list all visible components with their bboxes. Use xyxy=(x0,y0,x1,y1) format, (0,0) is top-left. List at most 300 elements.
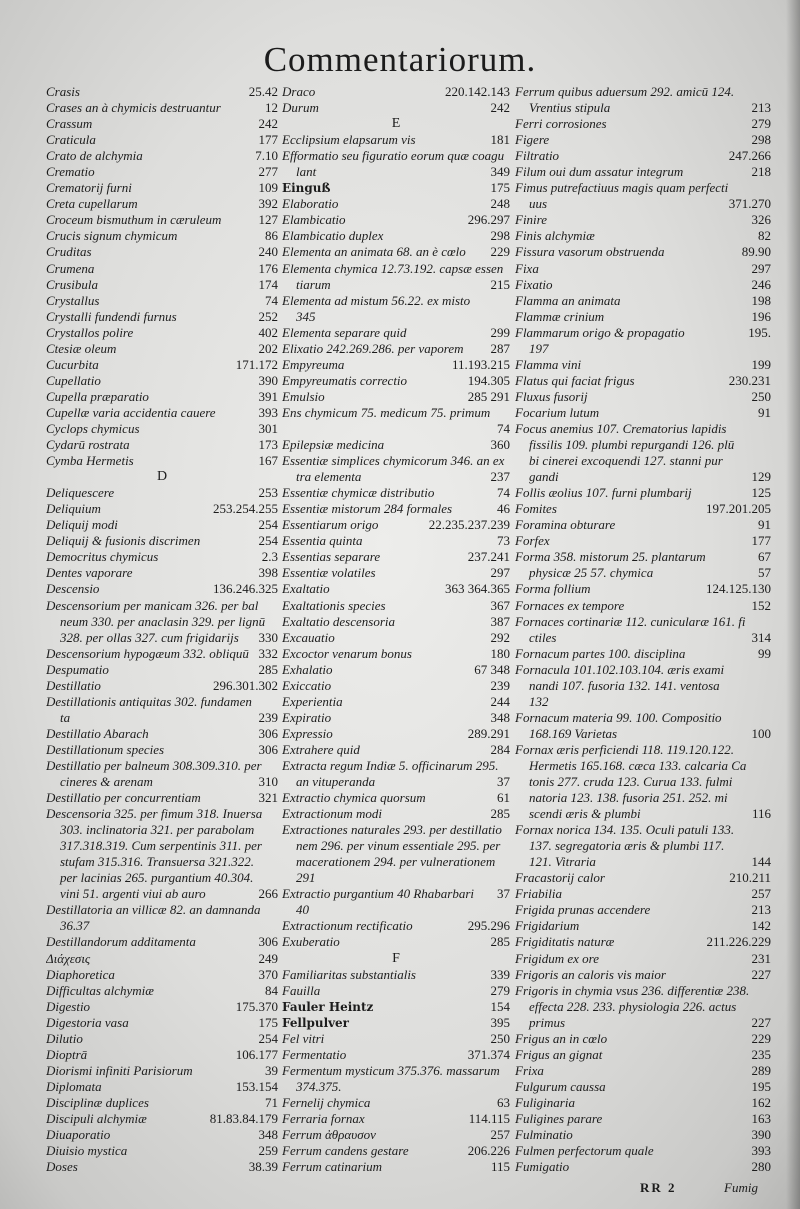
index-line xyxy=(282,1063,510,1079)
index-line xyxy=(282,662,510,678)
index-line xyxy=(282,614,510,630)
index-page-ref: 175 xyxy=(490,180,510,196)
index-page-ref: 74 xyxy=(265,292,278,308)
index-line xyxy=(46,565,278,581)
index-line xyxy=(46,164,278,180)
index-line xyxy=(282,469,510,485)
index-page-ref: 176 xyxy=(258,260,278,276)
index-headword: Frixa xyxy=(515,1062,544,1078)
index-line xyxy=(282,934,510,950)
index-headword: Fuligines parare xyxy=(515,1111,603,1126)
index-headword: Epilepsiæ medicina xyxy=(282,437,385,453)
index-page-ref: 213 xyxy=(751,902,771,918)
index-line xyxy=(46,951,278,967)
index-continuation: 168.169 Varietas xyxy=(529,725,618,741)
index-page-ref: 91 xyxy=(758,517,771,533)
index-continuation: effecta 228. 233. physiologia 226. actus xyxy=(529,998,737,1014)
index-headword: Destillationum species xyxy=(46,741,165,757)
index-headword: Digestio xyxy=(46,998,91,1014)
index-line xyxy=(515,742,771,758)
index-headword: Democritus chymicus xyxy=(46,549,159,565)
index-line xyxy=(515,934,771,950)
index-headword: Destillatio Abarach xyxy=(46,725,149,741)
index-page-ref: 367 xyxy=(490,597,510,613)
index-headword: Flatus qui faciat frigus xyxy=(515,372,635,388)
index-page-ref: 363 364.365 xyxy=(445,581,510,597)
index-headword: Expiratio xyxy=(282,709,332,725)
index-page-ref: 390 xyxy=(751,1127,771,1143)
index-line xyxy=(282,341,510,357)
index-headword: Ecclipsium elapsarum vis xyxy=(282,132,416,148)
index-line xyxy=(282,598,510,614)
index-headword: Frigidum ex ore xyxy=(515,950,599,966)
index-line xyxy=(46,485,278,501)
index-line xyxy=(46,646,278,662)
index-line xyxy=(515,598,771,614)
index-line xyxy=(46,1095,278,1111)
index-headword: Destillandorum additamenta xyxy=(46,934,196,950)
index-page-ref: 115 xyxy=(490,1159,510,1175)
index-line xyxy=(515,662,771,678)
index-line xyxy=(46,678,278,694)
index-line xyxy=(282,1111,510,1127)
index-page-ref: 177 xyxy=(258,132,278,148)
index-headword: Filum oui dum assatur integrum xyxy=(515,164,684,180)
index-headword: Cupella præparatio xyxy=(46,388,149,404)
index-page-ref: 195. xyxy=(748,324,771,340)
index-line xyxy=(46,180,278,196)
index-line xyxy=(282,100,510,116)
index-headword: Empyreuma xyxy=(282,356,345,372)
index-page-ref: 177 xyxy=(751,533,771,549)
index-headword: Fluxus fusorij xyxy=(515,388,588,404)
index-line xyxy=(282,389,510,405)
index-line xyxy=(515,533,771,549)
index-line xyxy=(515,918,771,934)
index-headword: Cymba Hermetis xyxy=(46,453,134,469)
index-headword: Crassum xyxy=(46,116,93,132)
index-headword: Ferrum candens gestare xyxy=(282,1143,409,1159)
index-page-ref: 289.291 xyxy=(467,725,510,741)
index-headword: Descensorium per manicam 326. per bal xyxy=(46,597,259,613)
index-line xyxy=(282,164,510,180)
index-line xyxy=(515,694,771,710)
index-headword: Emulsio xyxy=(282,388,325,404)
index-page-ref: 67 348 xyxy=(474,661,510,677)
index-continuation: macerationem 294. per vulnerationem xyxy=(296,854,496,870)
index-continuation: 317.318.319. Cum serpentinis 311. per xyxy=(60,838,262,854)
index-column-middle xyxy=(282,84,510,1175)
index-page-ref: 266 xyxy=(258,886,278,902)
index-line xyxy=(282,212,510,228)
index-line xyxy=(515,469,771,485)
index-headword: Durum xyxy=(282,100,319,116)
index-page-ref: 332 xyxy=(258,645,278,661)
index-line xyxy=(515,806,771,822)
index-line xyxy=(515,357,771,373)
index-headword: Ferraria fornax xyxy=(282,1111,365,1126)
index-page-ref: 213 xyxy=(751,100,771,116)
index-page-ref: 199 xyxy=(751,356,771,372)
index-line xyxy=(515,373,771,389)
index-line xyxy=(46,742,278,758)
index-line xyxy=(282,501,510,517)
index-line xyxy=(46,934,278,950)
index-page-ref: 392 xyxy=(258,196,278,212)
index-line xyxy=(46,710,278,726)
index-headword: Frigoris in chymia vsus 236. differentiæ 238. xyxy=(515,982,750,998)
index-headword: Forma 358. mistorum 25. plantarum xyxy=(515,549,706,565)
index-page-ref: 306 xyxy=(258,725,278,741)
index-line xyxy=(46,389,278,405)
index-headword: Essentias separare xyxy=(282,549,381,565)
index-headword: Crases an à chymicis destruantur xyxy=(46,100,221,116)
index-headword: Exhalatio xyxy=(282,661,333,677)
index-line xyxy=(282,1143,510,1159)
index-headword: Elementa an animata 68. an è cœlo xyxy=(282,244,466,260)
index-page-ref: 109 xyxy=(258,180,278,196)
index-headword: Essentiæ simplices chymicorum 346. an ex xyxy=(282,453,505,469)
index-page-ref: 295.296 xyxy=(467,918,510,934)
index-headword: Crumena xyxy=(46,260,95,276)
index-line xyxy=(46,549,278,565)
index-headword: Ferrum ἀθραυσον xyxy=(282,1127,376,1143)
index-line xyxy=(282,918,510,934)
index-headword: Follis æolius 107. furni plumbarij xyxy=(515,485,692,501)
index-page-ref: 144 xyxy=(751,854,771,870)
index-headword: Fornacula 101.102.103.104. æris exami xyxy=(515,661,725,677)
index-line xyxy=(46,373,278,389)
index-line xyxy=(46,1159,278,1175)
index-line xyxy=(515,309,771,325)
index-page-ref: 287 xyxy=(490,340,510,356)
index-line xyxy=(515,389,771,405)
index-headword: Focus anemius 107. Crematorius lapidis xyxy=(515,420,727,436)
index-headword: Diplomata xyxy=(46,1078,102,1094)
index-page-ref: 215 xyxy=(490,276,510,292)
index-line xyxy=(515,549,771,565)
index-page-ref: 285 xyxy=(490,934,510,950)
index-page-ref: 257 xyxy=(751,886,771,902)
index-headword: Doses xyxy=(46,1159,78,1175)
index-headword: Einguß xyxy=(282,181,331,196)
index-line xyxy=(282,999,510,1015)
index-headword: Essentiæ mistorum 284 formales xyxy=(282,501,453,517)
index-page-ref: 174 xyxy=(258,276,278,292)
index-line xyxy=(282,902,510,918)
index-line xyxy=(282,277,510,293)
index-page-ref: 393 xyxy=(751,1143,771,1159)
index-page-ref: 63 xyxy=(497,1094,510,1110)
index-headword: Frigus an in cœlo xyxy=(515,1030,608,1046)
index-line xyxy=(282,453,510,469)
index-headword: Fornaces ex tempore xyxy=(515,597,625,613)
index-headword: Extrahere quid xyxy=(282,741,360,757)
index-page-ref: 84 xyxy=(265,982,278,998)
index-page-ref: 11.193.215 xyxy=(451,356,510,372)
index-line xyxy=(515,293,771,309)
index-headword: Empyreumatis correctio xyxy=(282,372,408,388)
index-page-ref: 257 xyxy=(490,1127,510,1143)
index-page-ref: 114.115 xyxy=(468,1111,510,1126)
index-page-ref: 254 xyxy=(258,1030,278,1046)
index-line xyxy=(515,84,771,100)
index-line xyxy=(515,902,771,918)
index-continuation: nandi 107. fusoria 132. 141. ventosa xyxy=(529,677,720,693)
index-line xyxy=(46,501,278,517)
index-page-ref: 391 xyxy=(258,388,278,404)
index-line xyxy=(46,309,278,325)
index-page-ref: 239 xyxy=(490,677,510,693)
index-continuation: cineres & arenam xyxy=(60,774,153,790)
index-headword: Fimus putrefactiuus magis quam perfecti xyxy=(515,180,729,196)
index-line xyxy=(282,405,510,421)
index-line xyxy=(282,983,510,999)
index-column-left xyxy=(46,84,278,1175)
index-page-ref: 180 xyxy=(490,645,510,661)
index-headword: Crato de alchymia xyxy=(46,148,143,164)
index-headword: Deliquescere xyxy=(46,485,115,501)
index-page-ref: 38.39 xyxy=(248,1159,278,1175)
index-line xyxy=(515,1143,771,1159)
index-line xyxy=(46,421,278,437)
index-page-ref: 393 xyxy=(258,404,278,420)
index-page-ref: 196 xyxy=(751,308,771,324)
index-continuation: 303. inclinatoria 321. per parabolam xyxy=(60,822,255,838)
index-page-ref: 153.154 xyxy=(235,1078,278,1094)
index-line xyxy=(46,116,278,132)
index-headword: Ferri corrosiones xyxy=(515,116,607,132)
index-page-ref: 229 xyxy=(490,244,510,260)
index-line xyxy=(46,902,278,918)
signature-mark: RR 2 xyxy=(640,1180,677,1195)
index-continuation: nem 296. per vinum essentiale 295. per xyxy=(296,838,501,854)
index-headword: Crematorij furni xyxy=(46,180,132,196)
index-headword: Exiccatio xyxy=(282,677,332,693)
index-line xyxy=(46,196,278,212)
index-headword: Essentiarum origo xyxy=(282,517,379,533)
index-headword: Elementa chymica 12.73.192. capsæ essen xyxy=(282,260,504,276)
index-line xyxy=(46,1079,278,1095)
index-line xyxy=(46,886,278,902)
index-headword: Fornax æris perficiendi 118. 119.120.122. xyxy=(515,741,735,757)
index-headword: Excauatio xyxy=(282,629,335,645)
index-headword: Fomites xyxy=(515,501,557,517)
index-page-ref: 195 xyxy=(751,1078,771,1094)
index-headword: Diaphoretica xyxy=(46,966,115,982)
index-line xyxy=(515,630,771,646)
index-headword: Essentiæ volatiles xyxy=(282,565,376,581)
index-headword: Friabilia xyxy=(515,886,562,902)
index-headword: Forfex xyxy=(515,533,550,549)
index-line xyxy=(46,277,278,293)
index-line xyxy=(515,517,771,533)
index-headword: Frigidarium xyxy=(515,918,580,934)
index-page-ref: 289 xyxy=(751,1062,771,1078)
index-page-ref: 248 xyxy=(490,196,510,212)
index-line xyxy=(46,630,278,646)
index-page-ref: 246 xyxy=(751,276,771,292)
index-line xyxy=(515,261,771,277)
index-line xyxy=(282,710,510,726)
index-page-ref: 91 xyxy=(758,404,771,420)
index-page-ref: 116 xyxy=(751,806,771,822)
index-page-ref: 330 xyxy=(258,629,278,645)
index-page-ref: 162 xyxy=(751,1094,771,1110)
index-line xyxy=(282,485,510,501)
index-page-ref: 339 xyxy=(490,966,510,982)
index-headword: Destillatoria an villicæ 82. an damnanda xyxy=(46,902,261,918)
index-line xyxy=(515,1015,771,1031)
index-line xyxy=(282,261,510,277)
index-line xyxy=(515,1031,771,1047)
index-page-ref: 154 xyxy=(490,998,510,1014)
index-line xyxy=(46,148,278,164)
index-line xyxy=(46,999,278,1015)
index-line xyxy=(515,1111,771,1127)
index-headword: Diorismi infiniti Parisiorum xyxy=(46,1062,193,1078)
index-line xyxy=(282,325,510,341)
index-headword: Exaltationis species xyxy=(282,597,386,613)
index-headword: Cucurbita xyxy=(46,356,99,372)
index-line xyxy=(515,999,771,1015)
index-headword: Difficultas alchymiæ xyxy=(46,982,154,998)
index-headword: Extractio purgantium 40 Rhabarbari xyxy=(282,886,474,902)
index-headword: Frigiditatis naturæ xyxy=(515,934,615,950)
index-continuation: neum 330. per anaclasin 329. per lignū xyxy=(60,613,266,629)
index-page-ref: 244 xyxy=(490,693,510,709)
index-page-ref: 100 xyxy=(751,725,771,741)
index-line xyxy=(282,870,510,886)
index-headword: Fellpulver xyxy=(282,1015,349,1030)
index-continuation: Vrentius stipula xyxy=(529,100,611,116)
index-headword: Cupellæ varia accidentia cauere xyxy=(46,404,216,420)
index-line xyxy=(282,822,510,838)
index-headword: Crusibula xyxy=(46,276,99,292)
index-page-ref: 314 xyxy=(751,629,771,645)
index-page-ref: 218 xyxy=(751,164,771,180)
index-page-ref: 167 xyxy=(258,453,278,469)
index-line xyxy=(282,886,510,902)
index-page-ref: 74 xyxy=(497,485,510,501)
index-page-ref: 211.226.229 xyxy=(706,934,771,950)
index-line xyxy=(515,1079,771,1095)
index-headword: Extractionum rectificatio xyxy=(282,918,413,934)
index-line xyxy=(515,886,771,902)
index-line xyxy=(46,806,278,822)
index-page-ref: 249 xyxy=(258,950,278,966)
index-continuation: 40 xyxy=(296,902,309,918)
index-line xyxy=(46,918,278,934)
index-page-ref: 296.297 xyxy=(467,212,510,228)
index-page-ref: 67 xyxy=(758,549,771,565)
index-headword: Elementa separare quid xyxy=(282,324,407,340)
index-line xyxy=(515,437,771,453)
index-line xyxy=(46,614,278,630)
index-line xyxy=(46,870,278,886)
index-page-ref: 22.235.237.239 xyxy=(428,517,510,533)
index-headword: Fornaces cortinariæ 112. cunicularæ 161. fi xyxy=(515,613,746,629)
index-continuation: bi cinerei excoquendi 127. stanni pur xyxy=(529,453,723,469)
index-page-ref: 301 xyxy=(258,420,278,436)
index-page-ref: 237 xyxy=(490,469,510,485)
index-headword: Focarium lutum xyxy=(515,404,600,420)
index-page-ref: 321 xyxy=(258,790,278,806)
index-page-ref: 250 xyxy=(490,1030,510,1046)
index-headword: Despumatio xyxy=(46,661,109,677)
index-page-ref: 297 xyxy=(490,565,510,581)
index-line xyxy=(515,405,771,421)
index-page-ref: 136.246.325 xyxy=(213,581,278,597)
index-continuation: primus xyxy=(529,1014,566,1030)
index-line xyxy=(282,806,510,822)
index-page-ref: 202 xyxy=(258,340,278,356)
index-line xyxy=(46,1127,278,1143)
index-page-ref: 71 xyxy=(265,1094,278,1110)
index-line xyxy=(515,421,771,437)
index-headword: Cyclops chymicus xyxy=(46,420,140,436)
index-headword: Crystallos polire xyxy=(46,324,134,340)
index-line xyxy=(46,774,278,790)
index-line xyxy=(515,983,771,999)
index-headword: Extracta regum Indiæ 5. officinarum 295. xyxy=(282,757,499,773)
index-line xyxy=(282,309,510,325)
index-line xyxy=(46,967,278,983)
index-line xyxy=(46,261,278,277)
index-headword: Excoctor venarum bonus xyxy=(282,645,412,661)
index-page-ref: 285 xyxy=(490,806,510,822)
index-continuation: fissilis 109. plumbi repurgandi 126. plū xyxy=(529,437,735,453)
index-line xyxy=(515,212,771,228)
index-line xyxy=(282,132,510,148)
index-page-ref: 285 291 xyxy=(467,388,510,404)
index-continuation: tiarum xyxy=(296,276,331,292)
index-headword: Fixatio xyxy=(515,276,553,292)
index-headword: Deliquij modi xyxy=(46,517,118,533)
index-line xyxy=(46,1031,278,1047)
index-page-ref: 37 xyxy=(497,886,510,902)
index-page-ref: 237.241 xyxy=(467,549,510,565)
index-line xyxy=(282,373,510,389)
index-line xyxy=(282,630,510,646)
index-page-ref: 25.42 xyxy=(248,84,278,99)
index-headword: Cydarū rostrata xyxy=(46,437,130,453)
index-line xyxy=(282,293,510,309)
index-headword: Descensio xyxy=(46,581,100,597)
index-page-ref: 390 xyxy=(258,372,278,388)
index-line xyxy=(515,774,771,790)
index-page-ref: 292 xyxy=(490,629,510,645)
index-line xyxy=(46,517,278,533)
index-continuation: scendi æris & plumbi xyxy=(529,806,641,822)
index-line xyxy=(282,694,510,710)
index-page-ref: 82 xyxy=(758,228,771,244)
index-page-ref: 398 xyxy=(258,565,278,581)
index-page-ref: 395 xyxy=(490,1014,510,1030)
index-line xyxy=(515,228,771,244)
index-continuation: ctiles xyxy=(529,629,557,645)
index-headword: Dioptrā xyxy=(46,1046,88,1062)
index-headword: Exuberatio xyxy=(282,934,340,950)
index-headword: Dentes vaporare xyxy=(46,565,133,581)
index-line xyxy=(282,1159,510,1175)
index-line xyxy=(46,212,278,228)
index-line xyxy=(46,341,278,357)
index-headword: Descensorium hypogæum 332. obliquū xyxy=(46,645,249,661)
index-line xyxy=(282,854,510,870)
index-continuation: tonis 277. cruda 123. Curua 133. fulmi xyxy=(529,774,733,790)
index-headword: Fumigatio xyxy=(515,1159,570,1175)
